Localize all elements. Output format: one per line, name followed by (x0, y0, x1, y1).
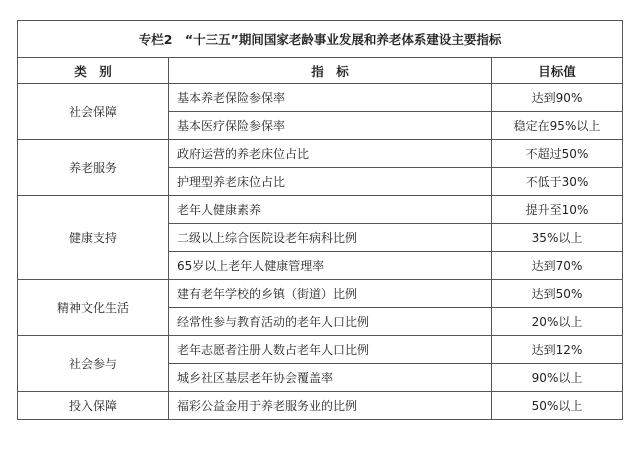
table-body (18, 84, 623, 420)
indicator-cell: 福彩公益金用于养老服务业的比例 (169, 392, 492, 420)
category-cell: 健康支持 (18, 196, 169, 280)
target-cell: 达到50% (492, 280, 623, 308)
table-row (18, 280, 623, 308)
category-cell: 投入保障 (18, 392, 169, 420)
category-cell: 社会参与 (18, 336, 169, 392)
indicator-cell: 基本养老保险参保率 (169, 84, 492, 112)
target-cell: 达到90% (492, 84, 623, 112)
indicator-cell: 建有老年学校的乡镇（街道）比例 (169, 280, 492, 308)
indicator-table (17, 20, 623, 420)
indicator-cell: 老年志愿者注册人数占老年人口比例 (169, 336, 492, 364)
indicator-cell: 老年人健康素养 (169, 196, 492, 224)
indicator-cell: 基本医疗保险参保率 (169, 112, 492, 140)
header-indicator: 指 标 (169, 58, 492, 84)
indicator-cell: 二级以上综合医院设老年病科比例 (169, 224, 492, 252)
indicator-cell: 65岁以上老年人健康管理率 (169, 252, 492, 280)
header-target: 目标值 (492, 58, 623, 84)
target-cell: 不低于30% (492, 168, 623, 196)
target-cell: 20%以上 (492, 308, 623, 336)
indicator-cell: 城乡社区基层老年协会覆盖率 (169, 364, 492, 392)
target-cell: 提升至10% (492, 196, 623, 224)
target-cell: 达到70% (492, 252, 623, 280)
table-row (18, 140, 623, 168)
category-cell: 社会保障 (18, 84, 169, 140)
table-row (18, 196, 623, 224)
target-cell: 不超过50% (492, 140, 623, 168)
header-row (18, 58, 623, 84)
target-cell: 35%以上 (492, 224, 623, 252)
indicator-cell: 护理型养老床位占比 (169, 168, 492, 196)
table-caption: 专栏2 “十三五”期间国家老龄事业发展和养老体系建设主要指标 (18, 21, 623, 58)
indicator-cell: 政府运营的养老床位占比 (169, 140, 492, 168)
target-cell: 达到12% (492, 336, 623, 364)
category-cell: 养老服务 (18, 140, 169, 196)
table-row (18, 392, 623, 420)
target-cell: 90%以上 (492, 364, 623, 392)
target-cell: 稳定在95%以上 (492, 112, 623, 140)
indicator-cell: 经常性参与教育活动的老年人口比例 (169, 308, 492, 336)
target-cell: 50%以上 (492, 392, 623, 420)
table-row (18, 336, 623, 364)
header-category: 类 别 (18, 58, 169, 84)
table-row (18, 84, 623, 112)
category-cell: 精神文化生活 (18, 280, 169, 336)
